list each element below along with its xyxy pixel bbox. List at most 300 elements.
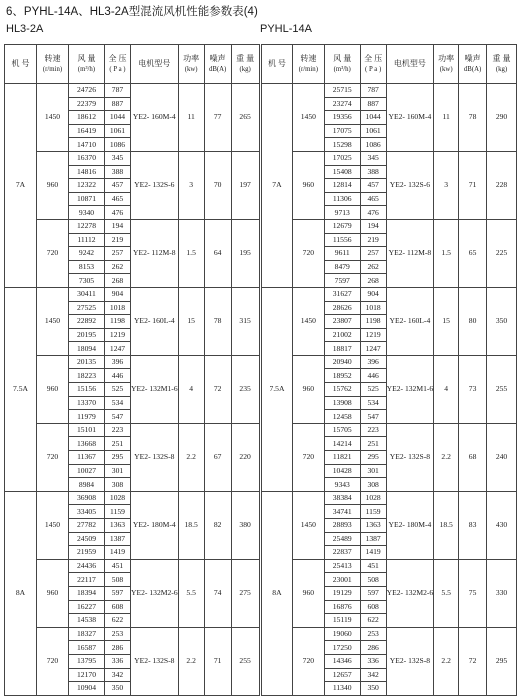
pressure-cell: 219 — [360, 233, 386, 247]
pressure-cell: 787 — [360, 84, 386, 98]
airflow-cell: 22117 — [69, 573, 105, 587]
pressure-cell: 301 — [105, 464, 131, 478]
machine-no-cell: 7.5A — [5, 287, 37, 491]
pressure-cell: 1419 — [360, 546, 386, 560]
pressure-cell: 301 — [360, 464, 386, 478]
pressure-cell: 1363 — [105, 519, 131, 533]
airflow-cell: 14214 — [324, 437, 360, 451]
pressure-cell: 1018 — [105, 301, 131, 315]
pressure-cell: 1247 — [105, 342, 131, 356]
motor-model-cell: YE2- 132S-8 — [131, 627, 179, 695]
airflow-cell: 10428 — [324, 464, 360, 478]
airflow-cell: 17075 — [324, 124, 360, 138]
weight-cell: 255 — [231, 627, 259, 695]
header-speed: 转速 (r/min) — [37, 45, 69, 84]
noise-cell: 65 — [459, 219, 487, 287]
left-table-body — [5, 84, 260, 696]
pressure-cell: 1061 — [360, 124, 386, 138]
airflow-cell: 18952 — [324, 369, 360, 383]
table-row — [5, 355, 260, 369]
pressure-cell: 1086 — [105, 138, 131, 152]
pressure-cell: 446 — [360, 369, 386, 383]
power-cell: 15 — [434, 287, 459, 355]
weight-cell: 315 — [231, 287, 259, 355]
airflow-cell: 25413 — [324, 559, 360, 573]
header-pressure: 全 压 ( P a ) — [360, 45, 386, 84]
pressure-cell: 1387 — [105, 532, 131, 546]
pressure-cell: 451 — [360, 559, 386, 573]
speed-cell: 1450 — [37, 84, 69, 152]
airflow-cell: 20135 — [69, 355, 105, 369]
noise-cell: 77 — [204, 84, 231, 152]
airflow-cell: 10904 — [69, 682, 105, 696]
header-airflow: 风 量 (m³/h) — [324, 45, 360, 84]
header-noise: 噪声 dB(A) — [459, 45, 487, 84]
airflow-cell: 16587 — [69, 641, 105, 655]
pressure-cell: 476 — [360, 206, 386, 220]
airflow-cell: 12170 — [69, 668, 105, 682]
airflow-cell: 10027 — [69, 464, 105, 478]
airflow-cell: 14710 — [69, 138, 105, 152]
motor-model-cell: YE2- 132M1-6 — [386, 355, 434, 423]
airflow-cell: 18327 — [69, 627, 105, 641]
airflow-cell: 28893 — [324, 519, 360, 533]
weight-cell: 195 — [231, 219, 259, 287]
pressure-cell: 1159 — [105, 505, 131, 519]
airflow-cell: 16370 — [69, 151, 105, 165]
pressure-cell: 1419 — [105, 546, 131, 560]
table-row — [5, 84, 260, 98]
pressure-cell: 342 — [105, 668, 131, 682]
speed-cell: 1450 — [37, 491, 69, 559]
table-row — [262, 84, 517, 98]
airflow-cell: 9340 — [69, 206, 105, 220]
airflow-cell: 16227 — [69, 600, 105, 614]
pressure-cell: 308 — [360, 478, 386, 492]
speed-cell: 720 — [37, 423, 69, 491]
airflow-cell: 12814 — [324, 179, 360, 193]
table-row — [262, 219, 517, 233]
pressure-cell: 388 — [360, 165, 386, 179]
noise-cell: 80 — [459, 287, 487, 355]
noise-cell: 73 — [459, 355, 487, 423]
left-spec-table — [4, 44, 260, 696]
airflow-cell: 28626 — [324, 301, 360, 315]
pressure-cell: 295 — [360, 451, 386, 465]
airflow-cell: 11340 — [324, 682, 360, 696]
weight-cell: 197 — [231, 151, 259, 219]
weight-cell: 330 — [487, 559, 517, 627]
pressure-cell: 1044 — [105, 111, 131, 125]
airflow-cell: 33405 — [69, 505, 105, 519]
pressure-cell: 1028 — [105, 491, 131, 505]
airflow-cell: 15101 — [69, 423, 105, 437]
weight-cell: 295 — [487, 627, 517, 695]
airflow-cell: 11979 — [69, 410, 105, 424]
pressure-cell: 257 — [360, 247, 386, 261]
airflow-cell: 15119 — [324, 614, 360, 628]
airflow-cell: 17025 — [324, 151, 360, 165]
pressure-cell: 1387 — [360, 532, 386, 546]
power-cell: 5.5 — [434, 559, 459, 627]
weight-cell: 240 — [487, 423, 517, 491]
pressure-cell: 268 — [360, 274, 386, 288]
speed-cell: 960 — [292, 151, 324, 219]
airflow-cell: 24509 — [69, 532, 105, 546]
pressure-cell: 1219 — [105, 328, 131, 342]
pressure-cell: 508 — [105, 573, 131, 587]
airflow-cell: 9242 — [69, 247, 105, 261]
table-row — [262, 287, 517, 301]
motor-model-cell: YE2- 112M-8 — [131, 219, 179, 287]
noise-cell: 68 — [459, 423, 487, 491]
airflow-cell: 8153 — [69, 260, 105, 274]
pressure-cell: 342 — [360, 668, 386, 682]
motor-model-cell: YE2- 160M-4 — [386, 84, 434, 152]
airflow-cell: 9611 — [324, 247, 360, 261]
airflow-cell: 11112 — [69, 233, 105, 247]
pressure-cell: 597 — [360, 586, 386, 600]
airflow-cell: 14816 — [69, 165, 105, 179]
airflow-cell: 22379 — [69, 97, 105, 111]
noise-cell: 75 — [459, 559, 487, 627]
airflow-cell: 27525 — [69, 301, 105, 315]
airflow-cell: 18817 — [324, 342, 360, 356]
pressure-cell: 608 — [360, 600, 386, 614]
power-cell: 4 — [434, 355, 459, 423]
pressure-cell: 446 — [105, 369, 131, 383]
airflow-cell: 38384 — [324, 491, 360, 505]
pressure-cell: 1247 — [360, 342, 386, 356]
power-cell: 2.2 — [434, 627, 459, 695]
header-noise: 噪声 dB(A) — [204, 45, 231, 84]
header-weight: 重 量 (kg) — [231, 45, 259, 84]
power-cell: 2.2 — [178, 627, 204, 695]
machine-no-cell: 7A — [5, 84, 37, 288]
pressure-cell: 547 — [360, 410, 386, 424]
airflow-cell: 17250 — [324, 641, 360, 655]
motor-model-cell: YE2- 132M2-6 — [386, 559, 434, 627]
airflow-cell: 9343 — [324, 478, 360, 492]
airflow-cell: 15156 — [69, 383, 105, 397]
weight-cell: 220 — [231, 423, 259, 491]
airflow-cell: 36908 — [69, 491, 105, 505]
pressure-cell: 223 — [360, 423, 386, 437]
power-cell: 5.5 — [178, 559, 204, 627]
airflow-cell: 19060 — [324, 627, 360, 641]
airflow-cell: 23807 — [324, 315, 360, 329]
airflow-cell: 23274 — [324, 97, 360, 111]
pressure-cell: 904 — [360, 287, 386, 301]
power-cell: 15 — [178, 287, 204, 355]
noise-cell: 83 — [459, 491, 487, 559]
noise-cell: 71 — [459, 151, 487, 219]
pressure-cell: 622 — [105, 614, 131, 628]
power-cell: 1.5 — [178, 219, 204, 287]
pressure-cell: 887 — [105, 97, 131, 111]
pressure-cell: 295 — [105, 451, 131, 465]
pressure-cell: 194 — [105, 219, 131, 233]
machine-no-cell: 7.5A — [262, 287, 293, 491]
header-machine-no: 机 号 — [262, 45, 293, 84]
airflow-cell: 11556 — [324, 233, 360, 247]
airflow-cell: 13795 — [69, 654, 105, 668]
header-power: 功率 (kw) — [178, 45, 204, 84]
airflow-cell: 13668 — [69, 437, 105, 451]
machine-no-cell: 7A — [262, 84, 293, 288]
pressure-cell: 345 — [360, 151, 386, 165]
header-motor: 电机型号 — [386, 45, 434, 84]
airflow-cell: 9713 — [324, 206, 360, 220]
table-row — [5, 627, 260, 641]
header-motor: 电机型号 — [131, 45, 179, 84]
airflow-cell: 19129 — [324, 586, 360, 600]
pressure-cell: 1159 — [360, 505, 386, 519]
page-title: 6、PYHL-14A、HL3-2A型混流风机性能参数表(4) — [6, 6, 258, 18]
table-row — [5, 219, 260, 233]
pressure-cell: 534 — [105, 396, 131, 410]
power-cell: 18.5 — [178, 491, 204, 559]
header-weight: 重 量 (kg) — [487, 45, 517, 84]
airflow-cell: 10871 — [69, 192, 105, 206]
noise-cell: 78 — [204, 287, 231, 355]
weight-cell: 350 — [487, 287, 517, 355]
noise-cell: 72 — [459, 627, 487, 695]
airflow-cell: 11367 — [69, 451, 105, 465]
speed-cell: 720 — [292, 423, 324, 491]
pressure-cell: 268 — [105, 274, 131, 288]
weight-cell: 225 — [487, 219, 517, 287]
pressure-cell: 286 — [360, 641, 386, 655]
airflow-cell: 13908 — [324, 396, 360, 410]
weight-cell: 255 — [487, 355, 517, 423]
motor-model-cell: YE2- 160L-4 — [131, 287, 179, 355]
airflow-cell: 22837 — [324, 546, 360, 560]
table-row — [262, 355, 517, 369]
airflow-cell: 18223 — [69, 369, 105, 383]
noise-cell: 71 — [204, 627, 231, 695]
airflow-cell: 15298 — [324, 138, 360, 152]
left-table-caption: HL3-2A — [6, 23, 44, 35]
table-row — [5, 491, 260, 505]
header-pressure: 全 压 ( P a ) — [105, 45, 131, 84]
airflow-cell: 21002 — [324, 328, 360, 342]
motor-model-cell: YE2- 112M-8 — [386, 219, 434, 287]
noise-cell: 72 — [204, 355, 231, 423]
airflow-cell: 20940 — [324, 355, 360, 369]
pressure-cell: 1363 — [360, 519, 386, 533]
airflow-cell: 12657 — [324, 668, 360, 682]
airflow-cell: 18094 — [69, 342, 105, 356]
airflow-cell: 19356 — [324, 111, 360, 125]
airflow-cell: 20195 — [69, 328, 105, 342]
pressure-cell: 350 — [105, 682, 131, 696]
table-row — [262, 423, 517, 437]
airflow-cell: 25489 — [324, 532, 360, 546]
pressure-cell: 1028 — [360, 491, 386, 505]
pressure-cell: 219 — [105, 233, 131, 247]
pressure-cell: 396 — [360, 355, 386, 369]
airflow-cell: 24726 — [69, 84, 105, 98]
header-speed: 转速 (r/min) — [292, 45, 324, 84]
motor-model-cell: YE2- 132S-6 — [386, 151, 434, 219]
airflow-cell: 7305 — [69, 274, 105, 288]
weight-cell: 380 — [231, 491, 259, 559]
airflow-cell: 15705 — [324, 423, 360, 437]
airflow-cell: 12322 — [69, 179, 105, 193]
airflow-cell: 12458 — [324, 410, 360, 424]
machine-no-cell: 8A — [262, 491, 293, 695]
motor-model-cell: YE2- 160M-4 — [131, 84, 179, 152]
pressure-cell: 253 — [360, 627, 386, 641]
right-table-caption: PYHL-14A — [260, 23, 312, 35]
pressure-cell: 1198 — [360, 315, 386, 329]
pressure-cell: 476 — [105, 206, 131, 220]
pressure-cell: 253 — [105, 627, 131, 641]
speed-cell: 720 — [292, 219, 324, 287]
airflow-cell: 18394 — [69, 586, 105, 600]
header-airflow: 风 量 (m³/h) — [69, 45, 105, 84]
power-cell: 11 — [434, 84, 459, 152]
pressure-cell: 286 — [105, 641, 131, 655]
pressure-cell: 308 — [105, 478, 131, 492]
header-machine-no: 机 号 — [5, 45, 37, 84]
airflow-cell: 16876 — [324, 600, 360, 614]
pressure-cell: 223 — [105, 423, 131, 437]
pressure-cell: 262 — [360, 260, 386, 274]
noise-cell: 64 — [204, 219, 231, 287]
pressure-cell: 251 — [105, 437, 131, 451]
header-row — [5, 45, 260, 84]
airflow-cell: 15762 — [324, 383, 360, 397]
pressure-cell: 350 — [360, 682, 386, 696]
noise-cell: 67 — [204, 423, 231, 491]
pressure-cell: 904 — [105, 287, 131, 301]
pressure-cell: 534 — [360, 396, 386, 410]
power-cell: 3 — [434, 151, 459, 219]
weight-cell: 290 — [487, 84, 517, 152]
table-row — [262, 627, 517, 641]
speed-cell: 960 — [37, 151, 69, 219]
header-power: 功率 (kw) — [434, 45, 459, 84]
motor-model-cell: YE2- 132S-8 — [131, 423, 179, 491]
pressure-cell: 622 — [360, 614, 386, 628]
table-row — [262, 151, 517, 165]
table-row — [262, 559, 517, 573]
airflow-cell: 30411 — [69, 287, 105, 301]
noise-cell: 82 — [204, 491, 231, 559]
table-row — [5, 151, 260, 165]
table-row — [262, 491, 517, 505]
pressure-cell: 1044 — [360, 111, 386, 125]
airflow-cell: 21959 — [69, 546, 105, 560]
pressure-cell: 508 — [360, 573, 386, 587]
motor-model-cell: YE2- 132S-8 — [386, 627, 434, 695]
pressure-cell: 457 — [105, 179, 131, 193]
weight-cell: 235 — [231, 355, 259, 423]
header-row — [262, 45, 517, 84]
speed-cell: 720 — [292, 627, 324, 695]
speed-cell: 960 — [37, 559, 69, 627]
airflow-cell: 22892 — [69, 315, 105, 329]
pressure-cell: 251 — [360, 437, 386, 451]
power-cell: 2.2 — [178, 423, 204, 491]
airflow-cell: 8984 — [69, 478, 105, 492]
pressure-cell: 547 — [105, 410, 131, 424]
pressure-cell: 525 — [105, 383, 131, 397]
airflow-cell: 18612 — [69, 111, 105, 125]
speed-cell: 960 — [37, 355, 69, 423]
noise-cell: 74 — [204, 559, 231, 627]
airflow-cell: 34741 — [324, 505, 360, 519]
power-cell: 18.5 — [434, 491, 459, 559]
table-row — [5, 287, 260, 301]
pressure-cell: 787 — [105, 84, 131, 98]
machine-no-cell: 8A — [5, 491, 37, 695]
right-spec-table — [261, 44, 517, 696]
pressure-cell: 608 — [105, 600, 131, 614]
table-row — [5, 423, 260, 437]
power-cell: 1.5 — [434, 219, 459, 287]
pressure-cell: 525 — [360, 383, 386, 397]
pressure-cell: 457 — [360, 179, 386, 193]
pressure-cell: 336 — [105, 654, 131, 668]
airflow-cell: 13370 — [69, 396, 105, 410]
table-row — [5, 559, 260, 573]
right-table-body — [262, 84, 517, 696]
pressure-cell: 396 — [105, 355, 131, 369]
power-cell: 3 — [178, 151, 204, 219]
pressure-cell: 451 — [105, 559, 131, 573]
airflow-cell: 16419 — [69, 124, 105, 138]
motor-model-cell: YE2- 160L-4 — [386, 287, 434, 355]
airflow-cell: 31627 — [324, 287, 360, 301]
speed-cell: 1450 — [292, 491, 324, 559]
pressure-cell: 257 — [105, 247, 131, 261]
airflow-cell: 23001 — [324, 573, 360, 587]
airflow-cell: 14538 — [69, 614, 105, 628]
airflow-cell: 11821 — [324, 451, 360, 465]
speed-cell: 1450 — [292, 287, 324, 355]
airflow-cell: 25715 — [324, 84, 360, 98]
speed-cell: 720 — [37, 627, 69, 695]
speed-cell: 960 — [292, 559, 324, 627]
airflow-cell: 12278 — [69, 219, 105, 233]
motor-model-cell: YE2- 180M-4 — [386, 491, 434, 559]
weight-cell: 430 — [487, 491, 517, 559]
weight-cell: 275 — [231, 559, 259, 627]
pressure-cell: 1018 — [360, 301, 386, 315]
airflow-cell: 11306 — [324, 192, 360, 206]
weight-cell: 265 — [231, 84, 259, 152]
motor-model-cell: YE2- 132M1-6 — [131, 355, 179, 423]
speed-cell: 720 — [37, 219, 69, 287]
airflow-cell: 14346 — [324, 654, 360, 668]
pressure-cell: 465 — [360, 192, 386, 206]
speed-cell: 960 — [292, 355, 324, 423]
pressure-cell: 345 — [105, 151, 131, 165]
airflow-cell: 15408 — [324, 165, 360, 179]
pressure-cell: 1086 — [360, 138, 386, 152]
motor-model-cell: YE2- 132S-6 — [131, 151, 179, 219]
speed-cell: 1450 — [37, 287, 69, 355]
pressure-cell: 887 — [360, 97, 386, 111]
weight-cell: 228 — [487, 151, 517, 219]
power-cell: 2.2 — [434, 423, 459, 491]
motor-model-cell: YE2- 180M-4 — [131, 491, 179, 559]
power-cell: 4 — [178, 355, 204, 423]
pressure-cell: 597 — [105, 586, 131, 600]
